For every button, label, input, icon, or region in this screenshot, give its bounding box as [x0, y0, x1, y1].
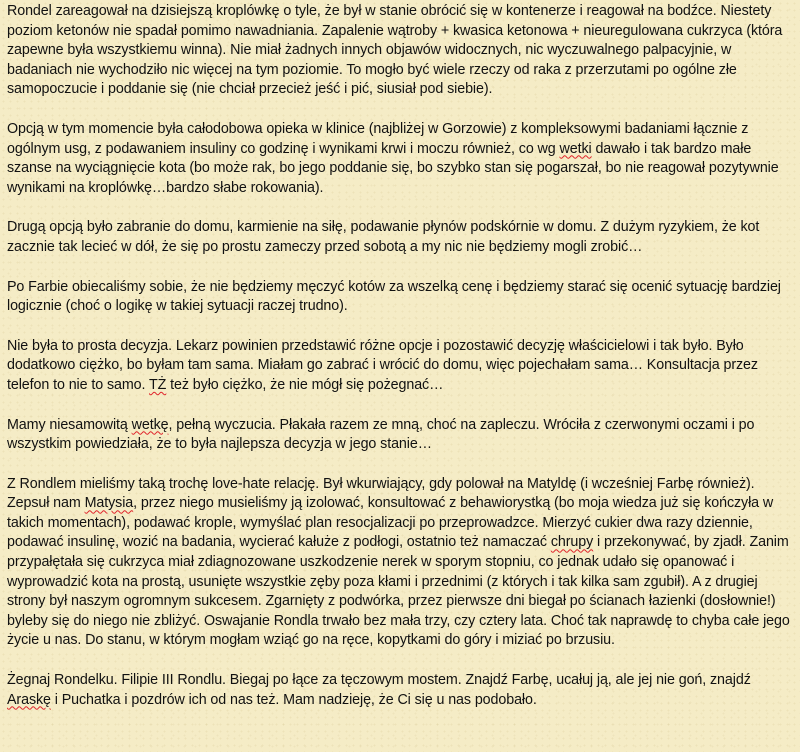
paragraph-text: Drugą opcją było zabranie do domu, karmienie na siłę, podawanie płynów podskórnie w domu. Z dużym ryzykiem, że kot zacznie tak lecieć w dół, że się po prostu zameczy przed sobotą a my nic nie będziemy mogli zrobić… — [7, 219, 760, 255]
paragraph-text: Żegnaj Rondelku. Filipie III Rondlu. Biegaj po łące za tęczowym mostem. Znajdź Farbę, ucałuj ją, ale jej nie goń, znajdź — [7, 672, 751, 689]
spellcheck-flagged-word: Araskę — [7, 691, 51, 708]
paragraph-text: Mamy niesamowitą — [7, 416, 132, 433]
paragraph-text: dawało i tak bardzo małe szanse na wyciągnięcie kota (bo może rak, bo jego poddanie się, bo szybko stan się pogarszał, bo nie reagował pozytywnie wynikami na kroplówkę…bardzo słabe rokowania). — [7, 140, 779, 196]
spellcheck-flagged-word: Matysia — [84, 495, 134, 512]
spellcheck-flagged-word: wetkę — [131, 416, 169, 433]
paragraph-8 — [7, 671, 790, 710]
spellcheck-flagged-word: chrupy — [550, 534, 594, 551]
paragraph-text: Po Farbie obiecaliśmy sobie, że nie będziemy męczyć kotów za wszelką cenę i będziemy starać się ocenić sytuację bardziej logicznie (choć o logikę w takiej sytuacji raczej trudno). — [7, 278, 781, 315]
paragraph-text: , przez niego musieliśmy ją izolować, konsultować z behawiorystką (bo moja wiedza już się kończyła w takich momentach), podawać krople, wymyślać plan resocjalizacji po przeprowadzce. Mierzyć cukier dwa razy dziennie, podawać insulinę, wozić na badania, wycierać kałuże z podłogi, ostatnio też namaczać — [7, 495, 774, 551]
paragraph-2 — [7, 120, 790, 198]
paragraph-6 — [7, 416, 790, 455]
paragraph-text: Rondel zareagował na dzisiejszą kroplówkę o tyle, że był w stanie obrócić się w kontenerze i reagował na bodźce. Niestety poziom ketonów nie spadał pomimo nawadniania. Zapalenie wątroby + kwasica ketonowa + nieuregulowana cukrzyca (która zapewne była wszystkiemu winna). Nie miał żadnych innych objawów widocznych, nic wyczuwalnego palpacyjnie, w badaniach nie wychodziło nic więcej na tym poziomie. To mogło być wiele rzeczy od raka z przerzutami po ogólne złe samopoczucie i poddanie się (nie chciał przecież jeść i pić, siusiał pod siebie). — [7, 3, 783, 98]
paragraph-text: też było ciężko, że nie mógł się pożegnać… — [166, 376, 444, 393]
paragraph-4 — [7, 278, 790, 317]
spellcheck-flagged-word: TŻ — [149, 376, 167, 393]
paragraph-3 — [7, 218, 790, 257]
paragraph-text: Z Rondlem mieliśmy taką trochę love-hate relację. Był wkurwiający, gdy polował na Matyldę (i wcześniej Farbę również). Zepsuł nam — [7, 475, 755, 512]
paragraph-text: Opcją w tym momencie była całodobowa opieka w klinice (najbliżej w Gorzowie) z kompleksowymi badaniami łącznie z ogólnym usg, z podawaniem insuliny co godzinę i wynikami krwi i moczu również, co wg — [7, 120, 749, 157]
paragraph-text: , pełną wyczucia. Płakała razem ze mną, choć na zapleczu. Wróciła z czerwonymi oczami i po wszystkim powiedziała, że to była najlepsza decyzja w jego stanie… — [7, 416, 755, 453]
paragraph-text: i Puchatka i pozdrów ich od nas też. Mam nadzieję, że Ci się u nas podobało. — [50, 691, 537, 708]
paragraph-text: Nie była to prosta decyzja. Lekarz powinien przedstawić różne opcje i pozostawić decyzję właścicielowi i tak było. Było dodatkowo ciężko, bo byłam tam sama. Miałam go zabrać i wrócić do domu, więc pojechałam sama… Konsultacja przez telefon to nie to samo. — [7, 337, 758, 393]
paragraph-5 — [7, 337, 790, 396]
paragraph-7 — [7, 475, 790, 651]
paragraph-1 — [7, 2, 790, 100]
paragraph-text: i przekonywać, by zjadł. Zanim przypałętała się cukrzyca miał zdiagnozowane uszkodzenie nerek w sporym stopniu, co jednak udało się opanować i wyprowadzić kota na prostą, usunięte wszystkie zęby poza kłami i przednimi (z których i tak kilka sam zgubił). A z drugiej strony był naszym ogromnym sukcesem. Zgarnięty z podwórka, przez pierwsze dni biegał po ścianach łazienki (dosłownie!) byleby się do niego nie zbliżyć. Oswajanie Rondla trwało bez mała trzy, czy cztery lata. Choć tak naprawdę to chyba całe jego życie u nas. Do stanu, w którym mogłam wziąć go na ręce, kopytkami do góry i miziać po brzusiu. — [7, 534, 790, 649]
spellcheck-flagged-word: wetki — [559, 140, 592, 157]
